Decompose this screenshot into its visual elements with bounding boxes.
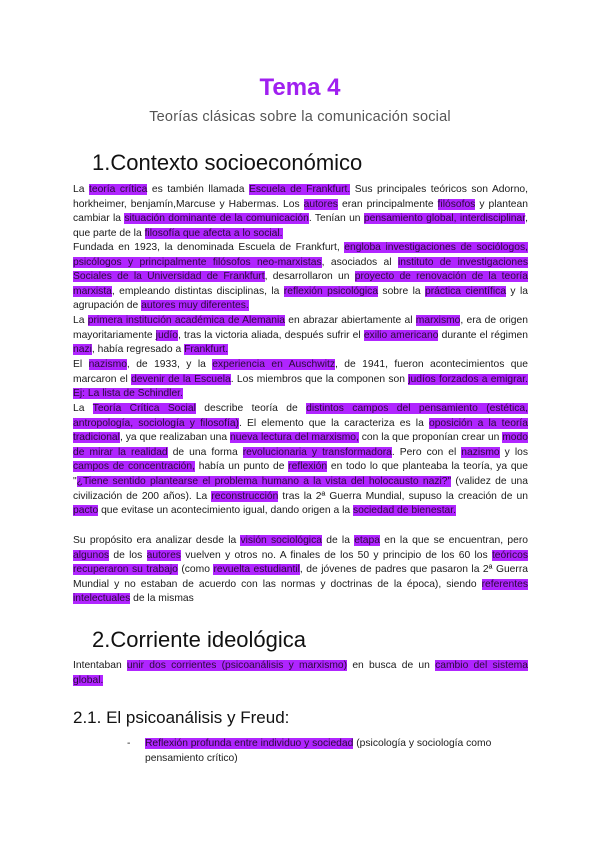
paragraph bbox=[73, 183, 528, 241]
paragraph bbox=[73, 659, 528, 688]
body-text: , empleando distintas disciplinas, la bbox=[111, 285, 284, 297]
highlighted-text: unir dos corrientes (psicoanálisis y marxismo) bbox=[126, 660, 348, 671]
paragraph bbox=[73, 534, 528, 607]
highlighted-text: visión sociológica bbox=[240, 535, 322, 546]
body-text: en busca de un bbox=[347, 660, 436, 671]
paragraph bbox=[73, 358, 528, 402]
body-text: en abrazar abiertamente al bbox=[285, 315, 416, 326]
highlighted-text: Escuela de Frankfurt. bbox=[249, 184, 351, 195]
highlighted-text: Frankfurt. bbox=[184, 344, 229, 356]
body-text: (como bbox=[177, 564, 214, 576]
body-text: , era de origen mayoritariamente bbox=[73, 315, 528, 341]
highlighted-text: nazismo bbox=[461, 446, 500, 458]
highlighted-text: situación dominante de la comunicación bbox=[124, 213, 309, 225]
highlighted-text: campos de concentración, bbox=[73, 461, 195, 473]
body-text: durante el régimen bbox=[438, 329, 528, 341]
body-text: (validez de una civilización de 200 años). La bbox=[73, 475, 528, 502]
section-2-heading: 2.Corriente ideológica bbox=[92, 627, 307, 652]
highlighted-text: pacto bbox=[73, 505, 99, 517]
highlighted-text: teóricos recuperaron su trabajo bbox=[73, 549, 528, 576]
highlighted-text: algunos bbox=[73, 549, 110, 561]
body-text: , asociados al bbox=[321, 256, 398, 268]
body-text: y los bbox=[499, 446, 529, 458]
highlighted-text: modo de mirar la realidad bbox=[73, 432, 528, 458]
highlighted-text: judío bbox=[155, 329, 179, 341]
body-text: eran principalmente bbox=[337, 198, 438, 210]
page-title: Tema 4 bbox=[259, 74, 341, 101]
body-text: vuelven y otros no. A finales de los 50 y principio de los 60 los bbox=[180, 549, 492, 561]
highlighted-text: filosofía que afecta a lo social. bbox=[144, 227, 283, 239]
section-1-heading: 1.Contexto socioeconómico bbox=[92, 150, 363, 175]
highlighted-text: devenir de la Escuela bbox=[131, 373, 231, 385]
body-text: La bbox=[73, 315, 88, 326]
body-text: sobre la bbox=[378, 285, 425, 297]
highlighted-text: oposición a la teoría tradicional bbox=[73, 417, 528, 444]
paragraph bbox=[73, 402, 528, 519]
body-text: de una forma bbox=[167, 446, 243, 458]
bullet-marker: - bbox=[127, 738, 131, 749]
highlighted-text: Reflexión profunda entre individuo y sociedad bbox=[145, 738, 354, 749]
highlighted-text: filósofos bbox=[437, 198, 476, 210]
body-text: tras la 2ª Guerra Mundial, supuso la creación de un bbox=[278, 490, 528, 502]
highlighted-text: autores muy diferentes. bbox=[141, 300, 249, 312]
body-text: y plantean cambiar la bbox=[73, 198, 528, 225]
body-text: , que parte de la bbox=[73, 213, 528, 239]
highlighted-text: cambio del sistema global. bbox=[73, 660, 528, 686]
highlighted-text: pensamiento global, interdisciplinar bbox=[363, 213, 526, 225]
body-text: , había regresado a bbox=[91, 344, 185, 356]
body-text: , tras la victoria aliada, después sufrir el bbox=[178, 329, 364, 341]
highlighted-text: instituto de investigaciones Sociales de la Universidad de Frankfurt bbox=[73, 256, 528, 283]
highlighted-text: primera institución académica de Alemania bbox=[87, 315, 286, 326]
body-text: Sus principales teóricos son Adorno, horkheimer, benjamín,Marcuse y Habermas. Los bbox=[73, 184, 529, 210]
highlighted-text: nueva lectura del marxismo, bbox=[230, 432, 359, 444]
body-text: El bbox=[73, 359, 89, 370]
body-text: de la mismas bbox=[130, 593, 194, 605]
highlighted-text: referentes intelectuales bbox=[73, 578, 528, 605]
body-text: Su propósito era analizar desde la bbox=[73, 535, 241, 546]
list-item bbox=[145, 737, 530, 766]
highlighted-text: etapa bbox=[354, 535, 380, 546]
body-text: , de 1933, y la bbox=[126, 359, 213, 370]
highlighted-text: teoría crítica bbox=[88, 184, 148, 195]
highlighted-text: marxismo bbox=[415, 315, 461, 326]
body-text: . El elemento que la caracteriza es la bbox=[238, 417, 429, 429]
paragraph bbox=[73, 241, 528, 314]
highlighted-text: autores bbox=[303, 198, 338, 210]
body-text: Intentaban bbox=[73, 660, 127, 671]
body-text: en la que se encuentran, pero bbox=[379, 535, 528, 546]
highlighted-text: nazi bbox=[73, 344, 92, 356]
body-text: describe teoría de bbox=[195, 403, 307, 414]
highlighted-text: autores bbox=[146, 549, 181, 561]
body-text: en todo lo que planteaba la teoría, ya que " bbox=[73, 461, 529, 487]
highlighted-text: judíos forzados a emigrar. Ej: La lista de Schindler. bbox=[73, 373, 528, 400]
body-text: La bbox=[73, 184, 89, 195]
body-text: , de jóvenes de padres que pasaron la 2ª Guerra Mundial y no estaban de acuerdo con las normas y doctrinas de la época), siendo bbox=[73, 564, 528, 590]
body-text: (psicología y sociología como pensamiento crítico) bbox=[145, 738, 492, 764]
body-text: con la que proponían crear un bbox=[358, 432, 503, 444]
body-text: Fundada en 1923, la denominada Escuela de Frankfurt, bbox=[73, 242, 345, 253]
highlighted-text: experiencia en Auschwitz bbox=[212, 359, 336, 370]
paragraph bbox=[73, 314, 528, 358]
body-text: y la agrupación de bbox=[73, 285, 528, 312]
highlighted-text: revolucionaria y transformadora bbox=[242, 446, 392, 458]
body-text: que evitase un acontecimiento igual, dando origen a la bbox=[98, 505, 353, 517]
body-text: . Pero con el bbox=[391, 446, 462, 458]
subsection-heading: 2.1. El psicoanálisis y Freud: bbox=[73, 708, 290, 727]
highlighted-text: proyecto de renovación de la teoría marxista bbox=[73, 271, 529, 297]
body-text: . Tenían un bbox=[308, 213, 364, 225]
highlighted-text: reconstrucción bbox=[211, 490, 279, 502]
body-text: , ya que realizaban una bbox=[119, 432, 231, 444]
highlighted-text: práctica científica bbox=[424, 285, 507, 297]
body-text: de los bbox=[109, 549, 147, 561]
body-text: , de 1941, fueron acontecimientos que marcaron el bbox=[73, 359, 528, 385]
highlighted-text: nazismo bbox=[88, 359, 127, 370]
body-text: había un punto de bbox=[194, 461, 289, 473]
highlighted-text: exilio americano bbox=[363, 329, 439, 341]
page-subtitle: Teorías clásicas sobre la comunicación social bbox=[149, 109, 451, 125]
highlighted-text: reflexión psicológica bbox=[283, 285, 379, 297]
highlighted-text: reflexión bbox=[288, 461, 328, 473]
body-text: de la bbox=[321, 535, 355, 546]
highlighted-text: distintos campos del pensamiento (estética, antropología, sociología y filosofía) bbox=[73, 403, 529, 429]
highlighted-text: Teoría Crítica Social bbox=[92, 403, 196, 414]
body-text: es también llamada bbox=[147, 184, 250, 195]
highlighted-text: engloba investigaciones de sociólogos, psicólogos y principalmente filósofos neo-marxistas bbox=[73, 242, 528, 268]
highlighted-text: ¿Tiene sentido plantearse el problema humano a la vista del holocausto nazi?" bbox=[76, 475, 452, 487]
highlighted-text: revuelta estudiantil bbox=[213, 564, 300, 576]
highlighted-text: sociedad de bienestar. bbox=[352, 505, 456, 517]
body-text: La bbox=[73, 403, 93, 414]
body-text: . Los miembros que la componen son bbox=[230, 373, 409, 385]
body-text: , desarrollaron un bbox=[264, 271, 355, 283]
